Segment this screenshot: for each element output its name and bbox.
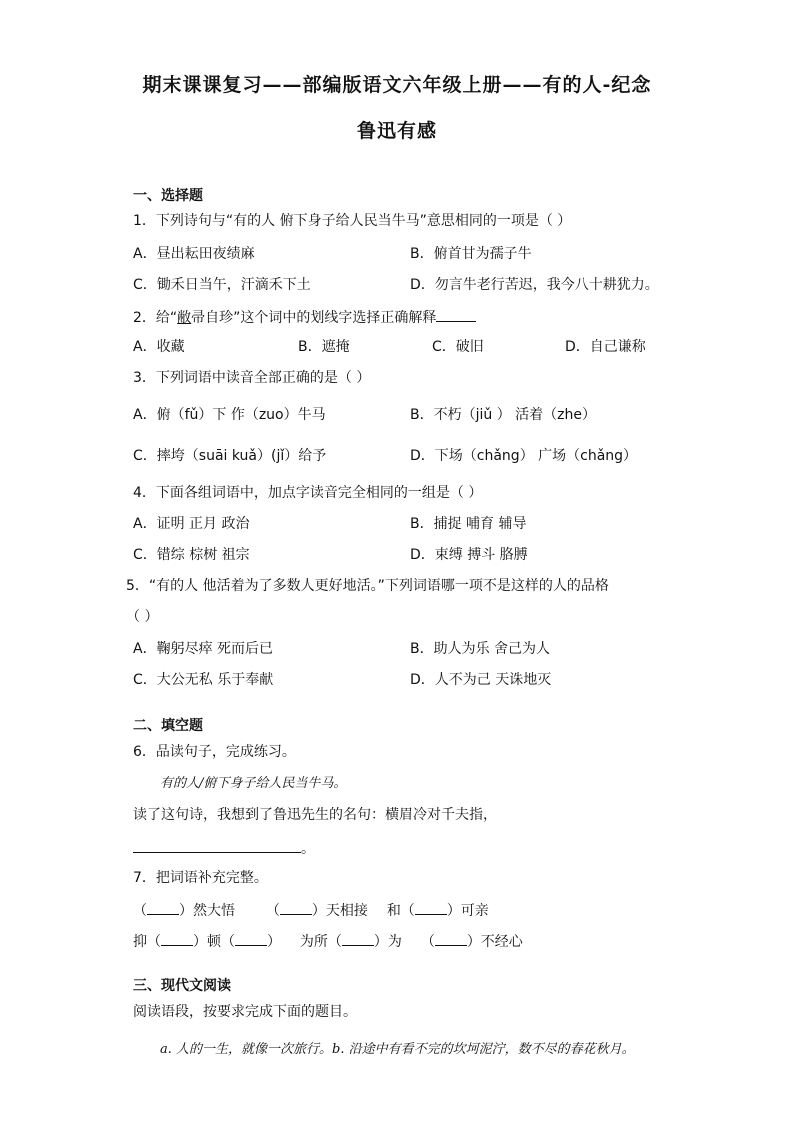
underlined-char: 敝 (177, 310, 192, 326)
question-3-option-d[interactable]: D．下场（chǎng） 广场（chǎng） (410, 448, 638, 464)
question-6-stem: 6．品读句子，完成练习。 (133, 744, 296, 760)
answer-blank[interactable] (280, 900, 312, 915)
question-5-answer-paren: （ ） (126, 609, 159, 625)
question-5-option-a[interactable]: A．鞠躬尽瘁 死而后已 (133, 641, 274, 657)
answer-blank[interactable] (147, 900, 179, 915)
text-fragment: （ (265, 903, 280, 919)
question-4-option-a[interactable]: A．证明 正月 政治 (133, 516, 250, 532)
question-4-option-c[interactable]: C．错综 棕树 祖宗 (133, 547, 250, 563)
text-fragment: （ (133, 903, 147, 919)
section-heading-choice: 一、选择题 (133, 188, 203, 204)
question-6-quote: 有的人/俯下身子给人民当牛马。 (160, 776, 347, 791)
question-1-option-d[interactable]: D．勿言牛老行苦迟，我今八十耕犹力。 (410, 277, 659, 293)
answer-blank[interactable] (436, 307, 476, 322)
question-5-option-c[interactable]: C．大公无私 乐于奉献 (133, 672, 274, 688)
question-1-option-c[interactable]: C．锄禾日当午，汗滴禾下土 (133, 277, 311, 293)
question-4-option-b[interactable]: B．捕捉 哺育 辅导 (410, 516, 527, 532)
text-fragment: ）可亲 (446, 903, 489, 919)
question-1-option-a[interactable]: A．昼出耘田夜绩麻 (133, 246, 255, 262)
sentence-end: 。 (301, 841, 315, 857)
text-fragment: （ (420, 934, 435, 950)
question-1-option-b[interactable]: B．俯首甘为孺子牛 (410, 246, 532, 262)
text-fragment: ）不经心 (466, 934, 523, 950)
question-5-option-b[interactable]: B．助人为乐 舍己为人 (410, 641, 551, 657)
question-2-stem-post: 帚自珍”这个词中的划线字选择正确解释 (191, 310, 437, 326)
question-5-stem: 5．“有的人 他活着为了多数人更好地活。”下列词语哪一项不是这样的人的品格 (126, 578, 609, 594)
question-3-option-c[interactable]: C．摔垮（suāi kuǎ）(jǐ）给予 (133, 448, 327, 464)
question-6-answer-line (133, 838, 315, 858)
answer-blank[interactable] (133, 838, 301, 853)
question-2-option-d[interactable]: D．自己谦称 (565, 339, 646, 355)
question-2-stem (133, 307, 476, 327)
reading-instructions: 阅读语段，按要求完成下面的题目。 (133, 1004, 357, 1020)
text-fragment: ）顿（ (193, 934, 235, 950)
reading-passage: a. 人的一生，就像一次旅行。b. 沿途中有看不完的坎坷泥泞，数不尽的春花秋月。 (160, 1042, 635, 1057)
text-fragment: 为所（ (299, 934, 342, 950)
answer-blank[interactable] (161, 931, 193, 946)
question-4-stem: 4．下面各组词语中，加点字读音完全相同的一组是（ ） (133, 485, 483, 501)
text-fragment: ）天相接 (311, 903, 368, 919)
section-heading-fill: 二、填空题 (133, 718, 203, 734)
text-fragment: ） (267, 934, 281, 950)
question-2-option-a[interactable]: A．收藏 (133, 339, 185, 355)
answer-blank[interactable] (342, 931, 374, 946)
question-7-row-1 (133, 900, 489, 920)
question-3-option-b[interactable]: B．不朽（jiǔ ） 活着（zhe） (410, 407, 596, 423)
text-fragment: 和（ (386, 903, 415, 919)
answer-blank[interactable] (415, 900, 447, 915)
text-fragment: ）然大悟 (179, 903, 235, 919)
question-3-stem: 3．下列词语中读音全部正确的是（ ） (133, 370, 371, 386)
page-title: 期末课课复习——部编版语文六年级上册——有的人-纪念 (142, 74, 652, 96)
page-title-line2: 鲁迅有感 (356, 120, 437, 142)
question-1-stem: 1．下列诗句与“有的人 俯下身子给人民当牛马”意思相同的一项是（ ） (133, 213, 572, 229)
question-4-option-d[interactable]: D．束缚 搏斗 胳膊 (410, 547, 528, 563)
section-heading-reading: 三、现代文阅读 (133, 978, 231, 994)
answer-blank[interactable] (435, 931, 467, 946)
question-5-option-d[interactable]: D．人不为己 天诛地灭 (410, 672, 552, 688)
question-6-text: 读了这句诗，我想到了鲁迅先生的名句：横眉冷对千夫指， (133, 807, 497, 823)
text-fragment: 抑（ (133, 934, 161, 950)
question-2-option-b[interactable]: B．遮掩 (298, 339, 350, 355)
question-7-row-2 (133, 931, 523, 951)
question-3-option-a[interactable]: A．俯（fǔ）下 作（zuo）牛马 (133, 407, 326, 423)
question-2-stem-pre: 2．给“ (133, 310, 178, 326)
answer-blank[interactable] (235, 931, 267, 946)
question-7-stem: 7．把词语补充完整。 (133, 870, 268, 886)
question-2-option-c[interactable]: C．破旧 (432, 339, 484, 355)
text-fragment: ）为 (373, 934, 402, 950)
